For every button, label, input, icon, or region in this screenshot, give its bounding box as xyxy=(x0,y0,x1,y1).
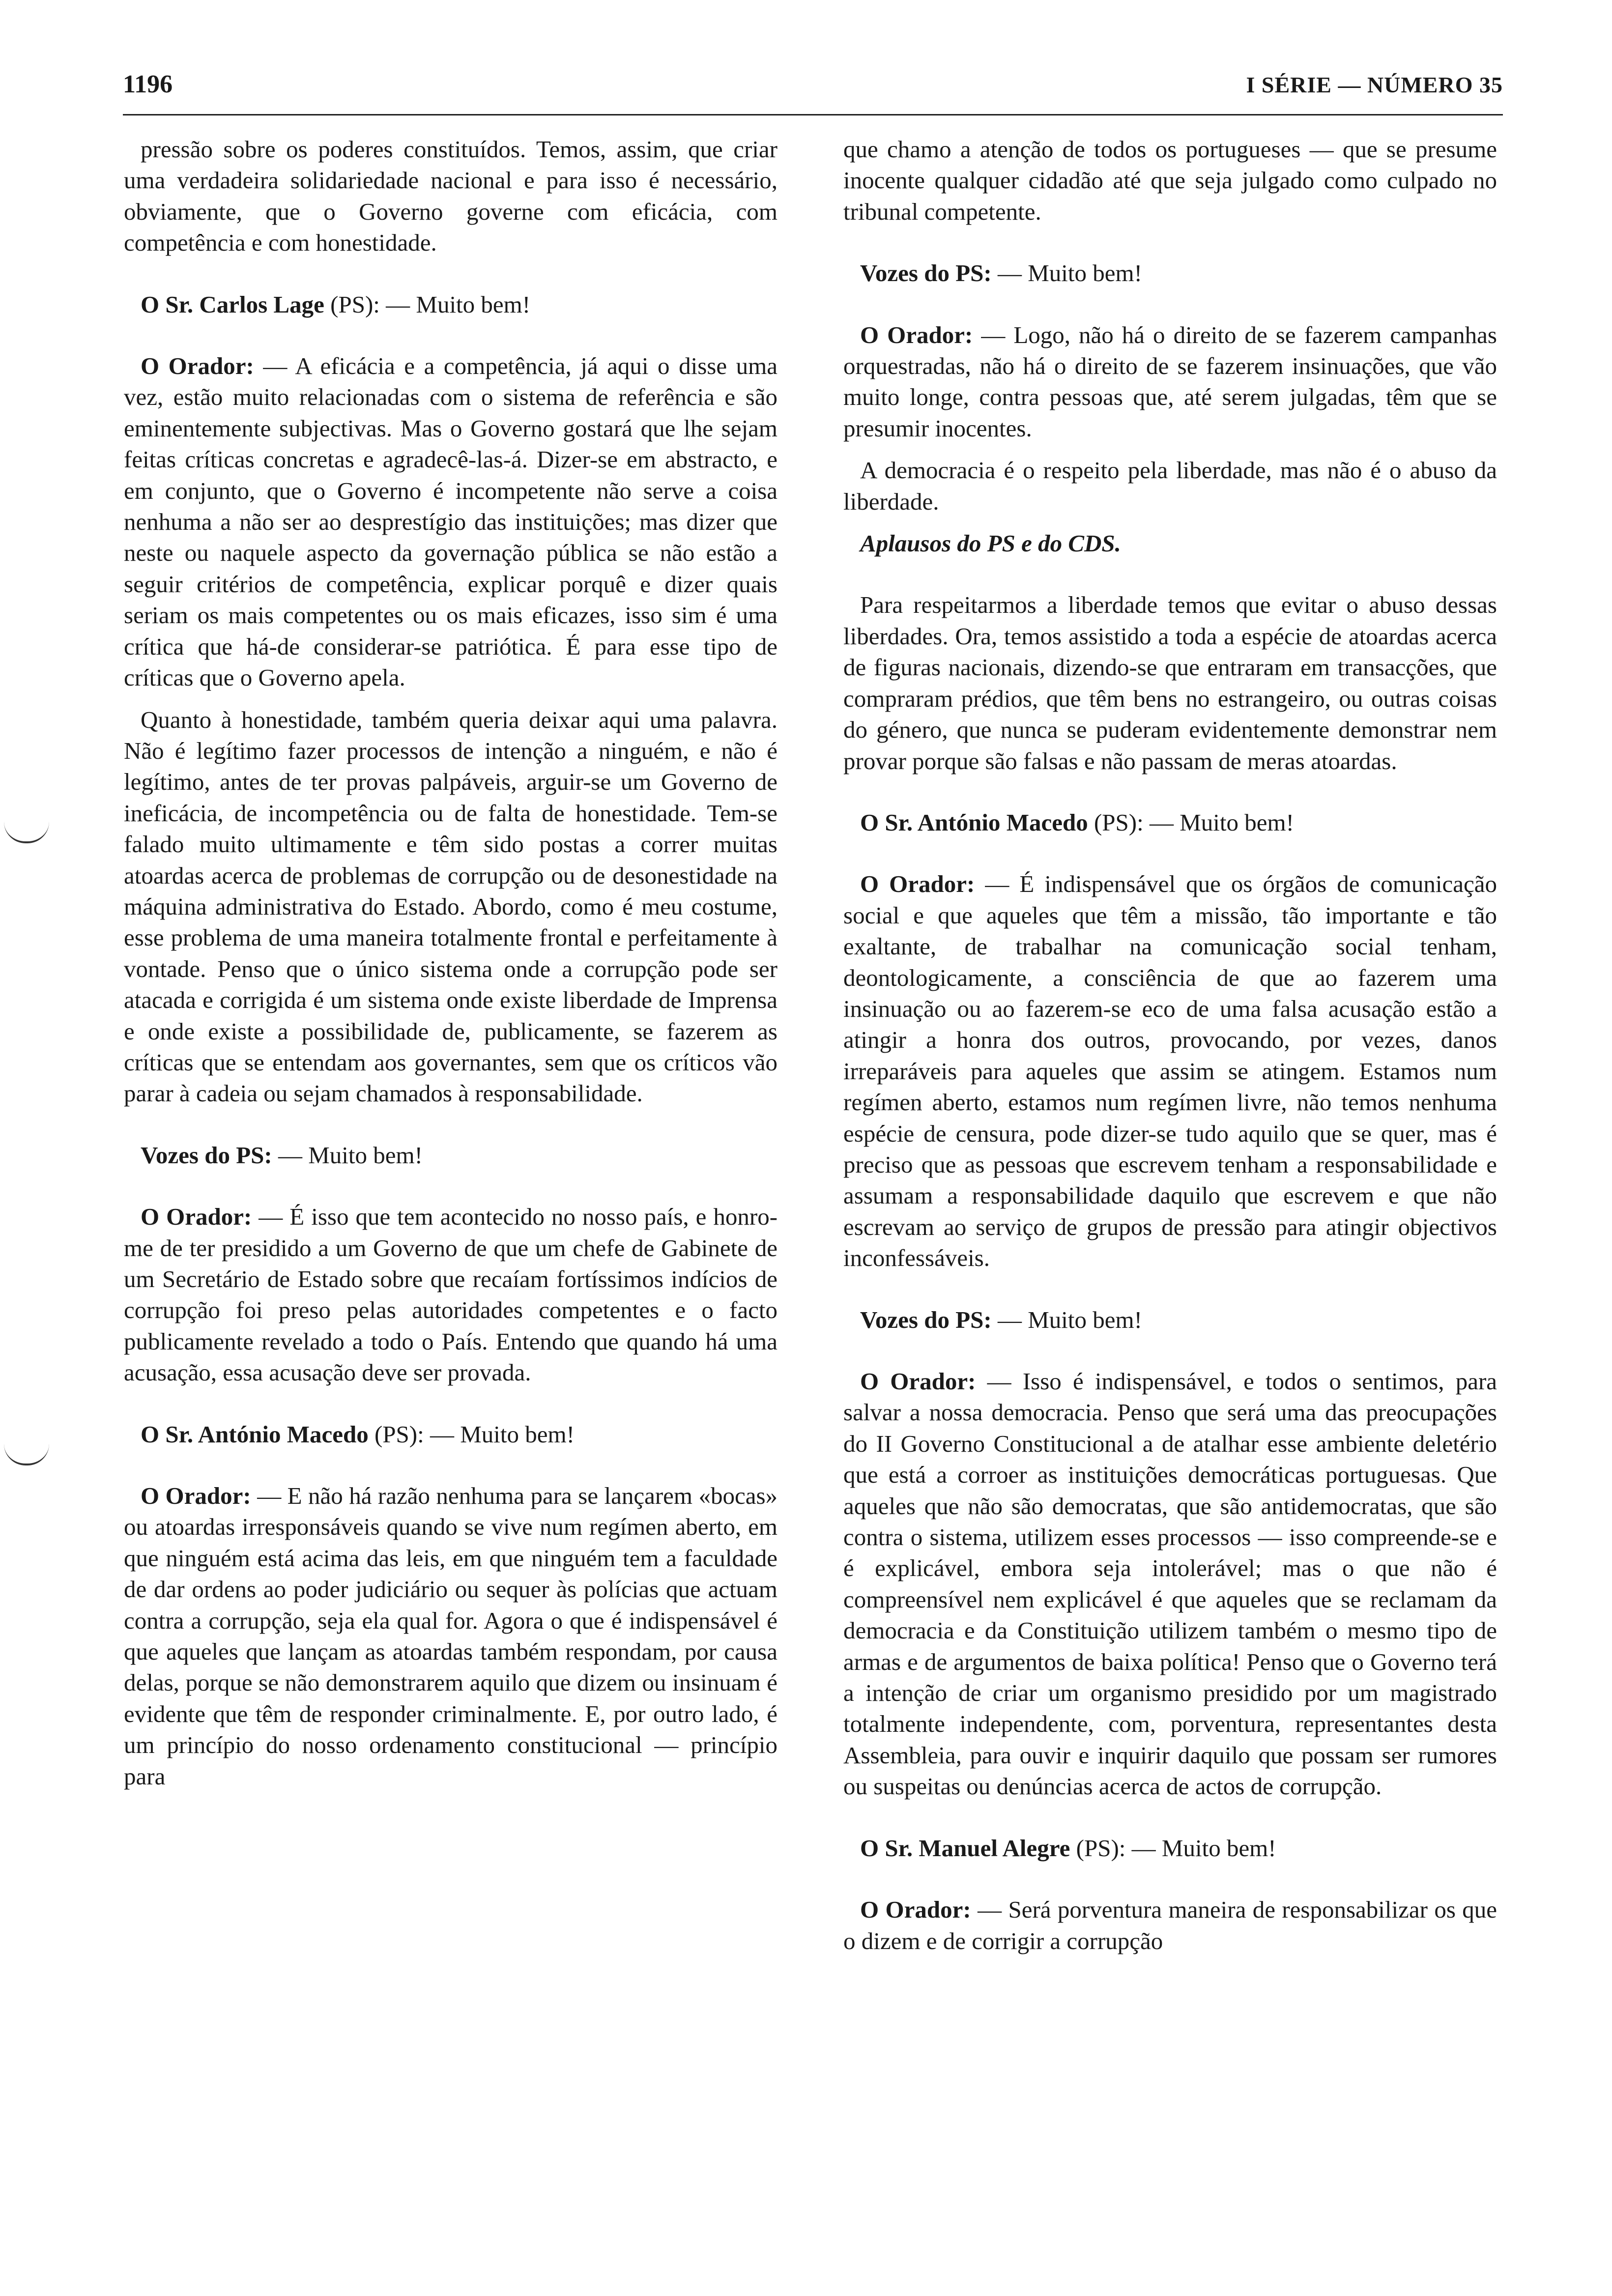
speaker-name: O Orador: xyxy=(141,1482,251,1510)
speaker-name: O Orador: xyxy=(141,352,254,380)
margin-mark xyxy=(4,822,49,843)
paragraph: que chamo a atenção de todos os portugueses — que se presume inocente qualquer cidadão até que seja julgado como culpado no tribunal competente. xyxy=(843,136,1497,225)
speaker-name: Vozes do PS: xyxy=(860,1306,992,1333)
interjection: O Sr. António Macedo (PS): — Muito bem! xyxy=(860,808,1294,836)
series-heading: I SÉRIE — NÚMERO 35 xyxy=(1246,72,1503,97)
speaker-name: O Orador: xyxy=(860,321,973,348)
speaker-name: O Sr. António Macedo xyxy=(860,808,1088,836)
margin-mark xyxy=(4,1444,49,1465)
speech-paragraph: O Orador: — E não há razão nenhuma para se lançarem «bocas» ou atoardas irresponsáveis quando se vive num regímen aberto, em que ninguém está acima das leis, em que ninguém tem a faculdade de dar ordens ao poder judiciário ou sequer às polícias que actuam contra a corrupção, seja ela qual for. Agora o que é indispensável é que aqueles que lançam as atoardas também respondam, por causa delas, porque se não demonstrarem aquilo que dizem ou insinuam é evidente que têm de responder criminalmente. E, por outro lado, é um princípio do nosso ordenamento constitucional — princípio para xyxy=(124,1482,778,1790)
interjection: Vozes do PS: — Muito bem! xyxy=(141,1141,423,1169)
speaker-name: O Orador: xyxy=(860,1368,976,1395)
paragraph: Para respeitarmos a liberdade temos que evitar o abuso dessas liberdades. Ora, temos assistido a toda a espécie de atoardas acerca de figuras nacionais, dizendo-se que entraram em transacções, que compraram prédios, que têm bens no estrangeiro, ou outras coisas do género, que nunca se puderam evidentemente demonstrar nem provar porque são falsas e não passam de meras atoardas. xyxy=(843,591,1497,775)
speech-paragraph: O Orador: — Isso é indispensável, e todos o sentimos, para salvar a nossa democracia. Penso que será uma das preocupações do II Governo Constitucional a de atalhar esse ambiente deletério que está a corroer as instituições democráticas portuguesas. Que aqueles que não são democratas, que são antidemocratas, que são contra o sistema, utilizem esses processos — isso compreende-se e é explicável, embora seja intolerável; mas o que não é compreensível nem explicável é que aqueles que se reclamam da democracia e da Constituição utilizem também o mesmo tipo de armas e de argumentos de baixa política! Penso que o Governo terá a intenção de criar um organismo presidido por um magistrado totalmente independente, com, porventura, representantes desta Assembleia, para ouvir e inquirir daquilo que possam ser rumores ou suspeitas ou denúncias acerca de actos de corrupção. xyxy=(843,1368,1497,1800)
speaker-name: Vozes do PS: xyxy=(141,1141,272,1169)
right-column xyxy=(843,134,1497,1956)
speech-paragraph: O Orador: — É isso que tem acontecido no nosso país, e honro-me de ter presidido a um Governo de que um chefe de Gabinete de um Secretário de Estado sobre que recaíam fortíssimos indícios de corrupção foi preso pelas autoridades competentes e o facto publicamente revelado a todo o País. Entendo que quando há uma acusação, essa acusação deve ser provada. xyxy=(124,1203,778,1386)
speaker-name: O Sr. Carlos Lage xyxy=(141,290,324,318)
speaker-name: Vozes do PS: xyxy=(860,259,992,287)
speaker-name: O Sr. António Macedo xyxy=(141,1420,369,1448)
paragraph: Quanto à honestidade, também queria deixar aqui uma palavra. Não é legítimo fazer processos de intenção a ninguém, e não é legítimo, antes de ter provas palpáveis, arguir-se um Governo de ineficácia, de incompetência ou de falta de honestidade. Tem-se falado muito ultimamente e têm sido postas a correr muitas atoardas acerca de problemas de corrupção ou de desonestidade na máquina administrativa do Estado. Abordo, como é meu costume, esse problema de uma maneira totalmente frontal e perfeitamente à vontade. Penso que o único sistema onde a corrupção pode ser atacada e corrigida é um sistema onde existe liberdade de Imprensa e onde existe a possibilidade de, publicamente, se fazerem as críticas que se entendam aos governantes, sem que os críticos vão parar à cadeia ou sejam chamados à responsabilidade. xyxy=(124,706,777,1107)
speaker-name: O Orador: xyxy=(141,1203,252,1231)
speaker-name: O Orador: xyxy=(860,1896,971,1923)
speech-paragraph: O Orador: — Será porventura maneira de responsabilizar os que o dizem e de corrigir a corrupção xyxy=(843,1896,1497,1954)
header-rule xyxy=(123,114,1503,115)
speech-paragraph: O Orador: — É indispensável que os órgãos de comunicação social e que aqueles que têm a missão, tão importante e tão exaltante, de trabalhar na comunicação social tenham, deontologicamente, a consciência de que ao fazerem uma insinuação ou ao fazerem-se eco de uma falsa acusação estão a atingir a honra dos outros, provocando, por vezes, danos irreparáveis para aqueles que assim se atingem. Estamos num regímen aberto, estamos num regímen livre, não temos nenhuma espécie de censura, pode dizer-se tudo aquilo que se quer, mas é preciso que as pessoas que escrevem tenham a responsabilidade e assumam a responsabilidade daquilo que escrevem e que não escrevam ao serviço de grupos de pressão para atingir objectivos inconfessáveis. xyxy=(843,870,1497,1272)
paragraph: A democracia é o respeito pela liberdade, mas não é o abuso da liberdade. xyxy=(843,457,1497,515)
interjection: O Sr. António Macedo (PS): — Muito bem! xyxy=(141,1420,575,1448)
speaker-name: O Orador: xyxy=(860,870,975,898)
applause-note: Aplausos do PS e do CDS. xyxy=(860,530,1121,557)
speaker-name: O Sr. Manuel Alegre xyxy=(860,1834,1070,1862)
left-column xyxy=(124,134,777,1792)
page-number: 1196 xyxy=(123,70,173,98)
interjection: Vozes do PS: — Muito bem! xyxy=(860,1306,1142,1333)
interjection: O Sr. Manuel Alegre (PS): — Muito bem! xyxy=(860,1834,1276,1862)
paragraph: pressão sobre os poderes constituídos. Temos, assim, que criar uma verdadeira solidariedade nacional e para isso é necessário, obviamente, que o Governo governe com eficácia, com competência e com honestidade. xyxy=(124,136,777,257)
interjection: O Sr. Carlos Lage (PS): — Muito bem! xyxy=(141,290,531,318)
speech-paragraph: O Orador: — A eficácia e a competência, já aqui o disse uma vez, estão muito relacionadas com o sistema de referência e são eminentemente subjectivas. Mas o Governo gostará que lhe sejam feitas críticas concretas e agradecê-las-á. Dizer-se em abstracto, e em conjunto, que o Governo é incompetente não serve a coisa nenhuma a não ser ao desprestígio das instituições; mas dizer que neste ou naquele aspecto da governação pública se não estão a seguir critérios de competência, explicar porquê e dizer quais seriam os mais competentes ou os mais eficazes, isso sim é uma crítica que há-de considerar-se patriótica. É para esse tipo de críticas que o Governo apela. xyxy=(124,352,778,691)
speech-paragraph: O Orador: — Logo, não há o direito de se fazerem campanhas orquestradas, não há o direito de se fazerem insinuações, que vão muito longe, contra pessoas que, até serem julgadas, têm que se presumir inocentes. xyxy=(843,321,1497,442)
interjection: Vozes do PS: — Muito bem! xyxy=(860,259,1142,287)
